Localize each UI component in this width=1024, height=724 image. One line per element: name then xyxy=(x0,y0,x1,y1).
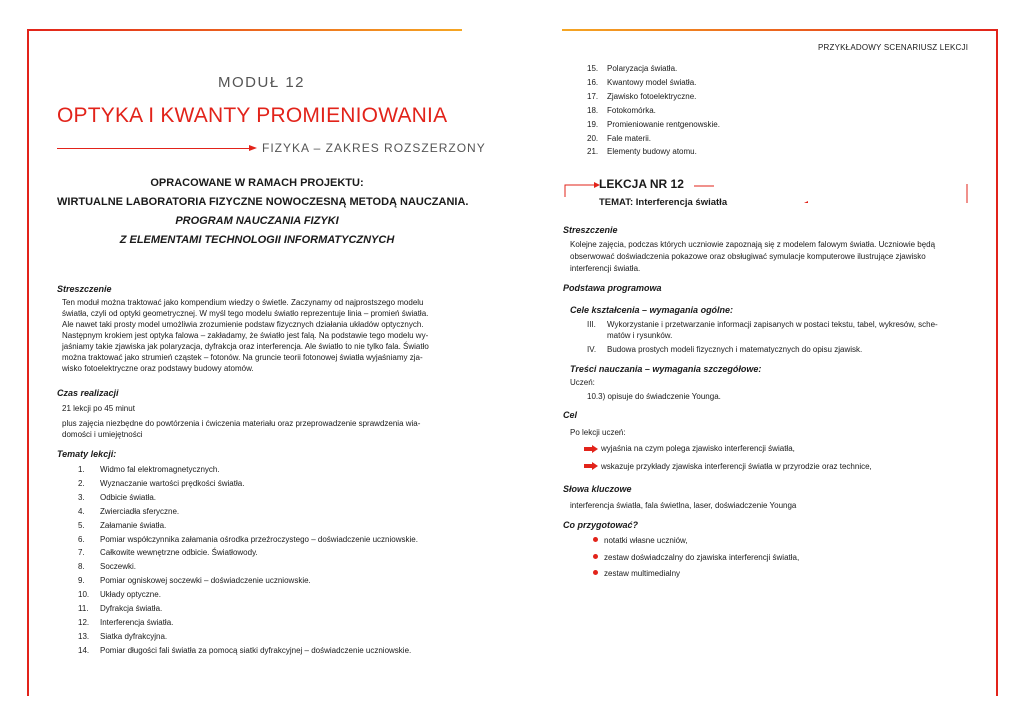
summary-line: można traktować jako strumień cząstek – fotonów. Na gruncie teorii fotonowej światła wyjaśniamy zja- xyxy=(62,353,423,362)
goal-number: IV. xyxy=(587,345,597,354)
topic-item: Kwantowy model światła. xyxy=(607,77,697,87)
topic-number: 21. xyxy=(587,147,599,157)
arrow-bullet-icon xyxy=(584,445,598,453)
summary-line: interferencji światła. xyxy=(570,264,641,273)
topic-number: 9. xyxy=(78,576,85,586)
goal-item: wyjaśnia na czym polega zjawisko interferencji światła, xyxy=(601,444,795,453)
frame-right-line xyxy=(996,29,998,696)
topic-number: 8. xyxy=(78,562,85,572)
summary-line: Kolejne zajęcia, podczas których uczniowie zapoznają się z modelem falowym światła. Uczniowie będą xyxy=(570,240,936,249)
summary-line: obserwować doświadczenia pokazowe oraz obsługiwać symulacje komputerowe ilustrujące zjawisko xyxy=(570,252,926,261)
summary-line: wisko fotoelektryczne oraz podstawy budowy atomów. xyxy=(62,364,254,373)
prepare-heading: Co przygotować? xyxy=(563,520,639,530)
bullet-dot-icon xyxy=(593,554,598,559)
running-head: PRZYKŁADOWY SCENARIUSZ LEKCJI xyxy=(818,43,969,52)
topic-item: Siatka dyfrakcyjna. xyxy=(100,631,168,641)
topic-item: Polaryzacja światła. xyxy=(607,64,678,73)
summary-line: Następnym krokiem jest optyka falowa – zakładamy, że światło jest falą. Na podstawie tego modelu wy- xyxy=(62,331,429,340)
topic-item: Fotokomórka. xyxy=(607,105,656,115)
lesson-title: LEKCJA NR 12 xyxy=(599,177,684,191)
summary-line: Ale nawet taki prosty model umożliwia zrozumienie podstaw fizycznych działania układów optycznych. xyxy=(62,320,424,329)
arrow-bullet-icon xyxy=(584,462,598,470)
topic-item: Pomiar współczynnika załamania ośrodka przeźroczystego – doświadczenie uczniowskie. xyxy=(100,534,418,544)
arrow-right-icon xyxy=(249,145,257,151)
project-line-4: Z ELEMENTAMI TECHNOLOGII INFORMATYCZNYCH xyxy=(119,234,395,246)
time-heading: Czas realizacji xyxy=(57,388,119,398)
goals-heading: Cele kształcenia – wymagania ogólne: xyxy=(570,305,734,315)
arrow-line xyxy=(57,148,252,149)
prepare-item: notatki własne uczniów, xyxy=(604,536,688,545)
goal-text: matów i rysunków. xyxy=(607,331,673,340)
summary-line: światła, czyli od optyki geometrycznej. W myśl tego modelu światło reprezentuje linia – promień światła. xyxy=(62,309,429,318)
topic-number: 17. xyxy=(587,91,599,101)
prepare-item: zestaw multimedialny xyxy=(604,569,681,578)
frame-left-line xyxy=(27,29,29,696)
time-line: domości i umiejętności xyxy=(62,430,143,439)
summary-line: Ten moduł można traktować jako kompendium wiedzy o świetle. Zaczynamy od najprostszego modelu xyxy=(62,298,424,307)
topic-number: 4. xyxy=(78,506,85,516)
goal-text: Budowa prostych modeli fizycznych i matematycznych do opisu zjawisk. xyxy=(607,345,863,354)
goal-number: III. xyxy=(587,320,596,329)
topics-heading: Tematy lekcji: xyxy=(57,449,117,459)
topic-item: Pomiar długości fali światła za pomocą siatki dyfrakcyjnej – doświadczenie uczniowskie. xyxy=(100,645,412,655)
topic-number: 15. xyxy=(587,64,599,73)
goal-intro: Po lekcji uczeń: xyxy=(570,428,626,437)
basis-heading: Podstawa programowa xyxy=(563,283,662,293)
lesson-topic: TEMAT: Interferencja światła xyxy=(599,197,728,208)
topic-item: Załamanie światła. xyxy=(100,520,167,530)
topic-number: 1. xyxy=(78,465,85,474)
topic-item: Zwierciadła sferyczne. xyxy=(100,506,180,516)
topic-item: Wyznaczanie wartości prędkości światła. xyxy=(100,478,245,488)
keywords-heading: Słowa kluczowe xyxy=(563,484,632,494)
project-line-3: PROGRAM NAUCZANIA FIZYKI xyxy=(175,215,339,227)
topic-item: Fale materii. xyxy=(607,133,652,143)
topic-number: 13. xyxy=(78,631,90,641)
topic-number: 20. xyxy=(587,133,599,143)
topic-item: Interferencja światła. xyxy=(100,617,174,627)
topic-item: Układy optyczne. xyxy=(100,590,161,600)
topic-item: Pomiar ogniskowej soczewki – doświadczenie uczniowskie. xyxy=(100,576,311,586)
topic-item: Elementy budowy atomu. xyxy=(607,147,697,157)
module-label: MODUŁ 12 xyxy=(218,74,306,91)
topic-item: Całkowite wewnętrzne odbicie. Światłowody. xyxy=(100,548,258,558)
bullet-dot-icon xyxy=(593,537,598,542)
topic-item: Widmo fal elektromagnetycznych. xyxy=(100,465,220,474)
time-line: plus zajęcia niezbędne do powtórzenia i ćwiczenia materiału oraz przeprowadzenie sprawdzenia wia- xyxy=(62,419,421,428)
frame-top-line xyxy=(27,29,462,31)
topic-number: 10. xyxy=(78,590,90,600)
keywords-text: interferencja światła, fala świetlna, laser, doświadczenie Younga xyxy=(570,501,797,510)
topic-item: Dyfrakcja światła. xyxy=(100,604,163,613)
prepare-item: zestaw doświadczalny do zjawiska interferencji światła, xyxy=(604,553,800,562)
right-page xyxy=(512,0,1024,724)
module-title: OPTYKA I KWANTY PROMIENIOWANIA xyxy=(57,104,448,127)
content-heading: Treści nauczania – wymagania szczegółowe: xyxy=(570,364,762,374)
topic-item: Odbicie światła. xyxy=(100,492,157,502)
goal-text: Wykorzystanie i przetwarzanie informacji zapisanych w postaci tekstu, tabel, wykresów, sche- xyxy=(607,320,938,329)
topic-item: Zjawisko fotoelektryczne. xyxy=(607,91,697,101)
topic-number: 5. xyxy=(78,520,85,530)
topic-number: 2. xyxy=(78,478,85,488)
topic-number: 12. xyxy=(78,617,90,627)
topic-number: 3. xyxy=(78,492,85,502)
content-item: 10.3) opisuje do świadczenie Younga. xyxy=(587,392,721,401)
topic-number: 19. xyxy=(587,119,599,129)
topic-item: Soczewki. xyxy=(100,562,137,572)
topic-number: 16. xyxy=(587,77,599,87)
topic-number: 14. xyxy=(78,645,90,655)
topic-number: 18. xyxy=(587,105,599,115)
content-intro: Uczeń: xyxy=(570,378,595,387)
summary-heading: Streszczenie xyxy=(563,225,618,235)
time-line: 21 lekcji po 45 minut xyxy=(62,404,135,413)
topic-number: 11. xyxy=(78,604,89,613)
goal-heading: Cel xyxy=(563,410,578,420)
topic-number: 7. xyxy=(78,548,85,558)
bullet-dot-icon xyxy=(593,570,598,575)
project-line-2: WIRTUALNE LABORATORIA FIZYCZNE NOWOCZESNĄ METODĄ NAUCZANIA. xyxy=(57,196,469,208)
goal-item: wskazuje przykłady zjawiska interferencji światła w przyrodzie oraz technice, xyxy=(601,462,872,471)
frame-top-line xyxy=(562,29,998,31)
topic-item: Promieniowanie rentgenowskie. xyxy=(607,119,720,129)
topic-number: 6. xyxy=(78,534,85,544)
project-line-1: OPRACOWANE W RAMACH PROJEKTU: xyxy=(150,177,364,189)
summary-line: jaśniamy takie zjawiska jak polaryzacja, dyfrakcja oraz interferencja. Ale światło to nie tylko fala. Światło xyxy=(62,342,429,351)
summary-heading: Streszczenie xyxy=(57,284,112,294)
module-subtitle: FIZYKA – ZAKRES ROZSZERZONY xyxy=(262,141,486,155)
